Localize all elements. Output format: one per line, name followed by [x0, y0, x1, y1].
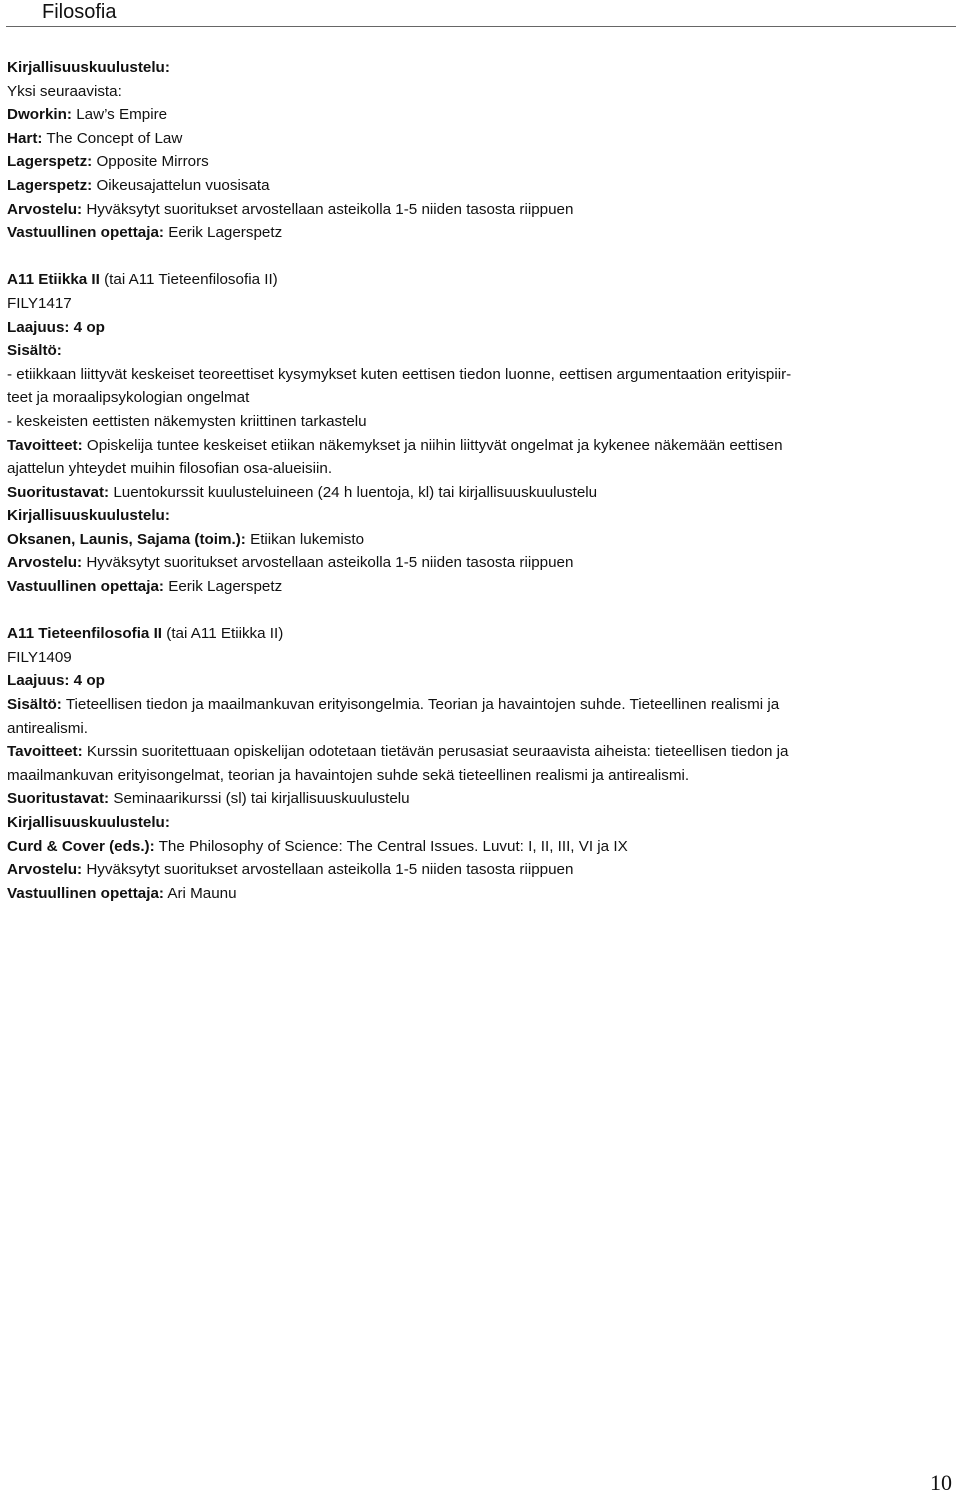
teacher-line: [7, 882, 937, 906]
section-philosophy-of-science-course: [7, 622, 937, 905]
methods-label: Suoritustavat:: [7, 790, 110, 808]
methods-label: Suoritustavat:: [7, 483, 110, 501]
goals-label: Tavoitteet:: [7, 743, 83, 761]
book-item: [7, 835, 937, 859]
page-number: 10: [930, 1470, 952, 1495]
book-author: Oksanen, Launis, Sajama (toim.):: [7, 530, 246, 548]
course-credits: Laajuus: 4 op: [7, 672, 105, 690]
section-legal-philosophy-literature: [7, 56, 937, 245]
section-ethics-course: [7, 268, 937, 598]
grading-value: Hyväksytyt suoritukset arvostellaan asteikolla 1-5 niiden tasosta riippuen: [86, 861, 574, 879]
grading-label: Arvostelu:: [7, 200, 83, 218]
grading-line: [7, 551, 937, 575]
page-header: [6, 0, 956, 27]
content-text: - etiikkaan liittyvät keskeiset teoreettiset kysymykset kuten eettisen tiedon luonne, eettisen argumentaation erityispiir-: [7, 365, 792, 383]
grading-label: Arvostelu:: [7, 554, 83, 572]
content-label: Sisältö:: [7, 342, 62, 360]
page-title: Filosofia: [42, 1, 117, 23]
section-spacer: [7, 599, 937, 623]
book-item: [7, 150, 937, 174]
book-item: [7, 174, 937, 198]
book-author: Hart:: [7, 129, 43, 147]
goals-line: [7, 740, 937, 764]
teacher-value: Eerik Lagerspetz: [168, 224, 283, 242]
course-heading: [7, 268, 937, 292]
content-text: antirealismi.: [7, 719, 89, 737]
book-author: Curd & Cover (eds.):: [7, 837, 155, 855]
goals-text: Kurssin suoritettuaan opiskelijan odotetaan tietävän perusasiat seuraavista aiheista: tieteellisen tiedon ja: [86, 743, 789, 761]
goals-label: Tavoitteet:: [7, 436, 83, 454]
teacher-line: [7, 575, 937, 599]
methods-line: [7, 787, 937, 811]
literature-exam-label: Kirjallisuuskuulustelu:: [7, 814, 170, 831]
book-author: Lagerspetz:: [7, 153, 93, 171]
course-code: FILY1417: [7, 294, 72, 312]
goals-line: [7, 434, 937, 458]
goals-text: Opiskelija tuntee keskeiset etiikan näkemykset ja niihin liittyvät ongelmat ja kykenee näkemään eettisen: [86, 436, 783, 454]
course-credits: Laajuus: 4 op: [7, 318, 105, 336]
methods-value: Seminaarikurssi (sl) tai kirjallisuuskuulustelu: [113, 790, 410, 808]
section-spacer: [7, 245, 937, 269]
grading-line: [7, 198, 937, 222]
book-title: Oikeusajattelun vuosisata: [96, 176, 270, 194]
course-alternative: (tai A11 Tieteenfilosofia II): [104, 271, 278, 289]
document-body: [7, 56, 937, 905]
book-item: [7, 528, 937, 552]
methods-line: [7, 481, 937, 505]
literature-exam-label: Kirjallisuuskuulustelu:: [7, 507, 170, 525]
book-author: Lagerspetz:: [7, 176, 93, 194]
teacher-label: Vastuullinen opettaja:: [7, 884, 164, 902]
teacher-label: Vastuullinen opettaja:: [7, 578, 164, 596]
literature-exam-line: [7, 56, 937, 80]
course-heading: [7, 622, 937, 646]
content-text: teet ja moraalipsykologian ongelmat: [7, 389, 250, 407]
content-text: - keskeisten eettisten näkemysten kriittinen tarkastelu: [7, 412, 367, 430]
content-text: Tieteellisen tiedon ja maailmankuvan erityisongelmia. Teorian ja havaintojen suhde. Tieteellinen realismi ja: [65, 696, 780, 714]
teacher-value: Eerik Lagerspetz: [168, 578, 283, 596]
literature-exam-label: Kirjallisuuskuulustelu:: [7, 59, 170, 76]
goals-text: maailmankuvan erityisongelmat, teorian ja havaintojen suhde sekä tieteellinen realismi ja antirealismi.: [7, 766, 690, 784]
course-name: A11 Tieteenfilosofia II: [7, 625, 163, 643]
book-title: Law’s Empire: [76, 106, 168, 124]
choice-instruction: Yksi seuraavista:: [7, 82, 122, 100]
course-alternative: (tai A11 Etiikka II): [166, 625, 284, 643]
teacher-label: Vastuullinen opettaja:: [7, 224, 164, 242]
book-title: Etiikan lukemisto: [250, 530, 365, 548]
book-title: Opposite Mirrors: [96, 153, 209, 171]
teacher-line: [7, 221, 937, 245]
book-title: The Philosophy of Science: The Central Issues. Luvut: I, II, III, VI ja IX: [158, 837, 628, 855]
course-code: FILY1409: [7, 648, 72, 666]
grading-value: Hyväksytyt suoritukset arvostellaan asteikolla 1-5 niiden tasosta riippuen: [86, 200, 574, 218]
grading-label: Arvostelu:: [7, 861, 83, 879]
grading-line: [7, 858, 937, 882]
content-label: Sisältö:: [7, 696, 62, 714]
book-item: [7, 127, 937, 151]
content-line: [7, 693, 937, 717]
book-item: [7, 103, 937, 127]
methods-value: Luentokurssit kuulusteluineen (24 h luentoja, kl) tai kirjallisuuskuulustelu: [113, 483, 598, 501]
teacher-value: Ari Maunu: [167, 884, 237, 902]
book-title: The Concept of Law: [46, 129, 183, 147]
book-author: Dworkin:: [7, 106, 72, 124]
grading-value: Hyväksytyt suoritukset arvostellaan asteikolla 1-5 niiden tasosta riippuen: [86, 554, 574, 572]
goals-text: ajattelun yhteydet muihin filosofian osa-alueisiin.: [7, 460, 333, 478]
course-name: A11 Etiikka II: [7, 271, 100, 289]
